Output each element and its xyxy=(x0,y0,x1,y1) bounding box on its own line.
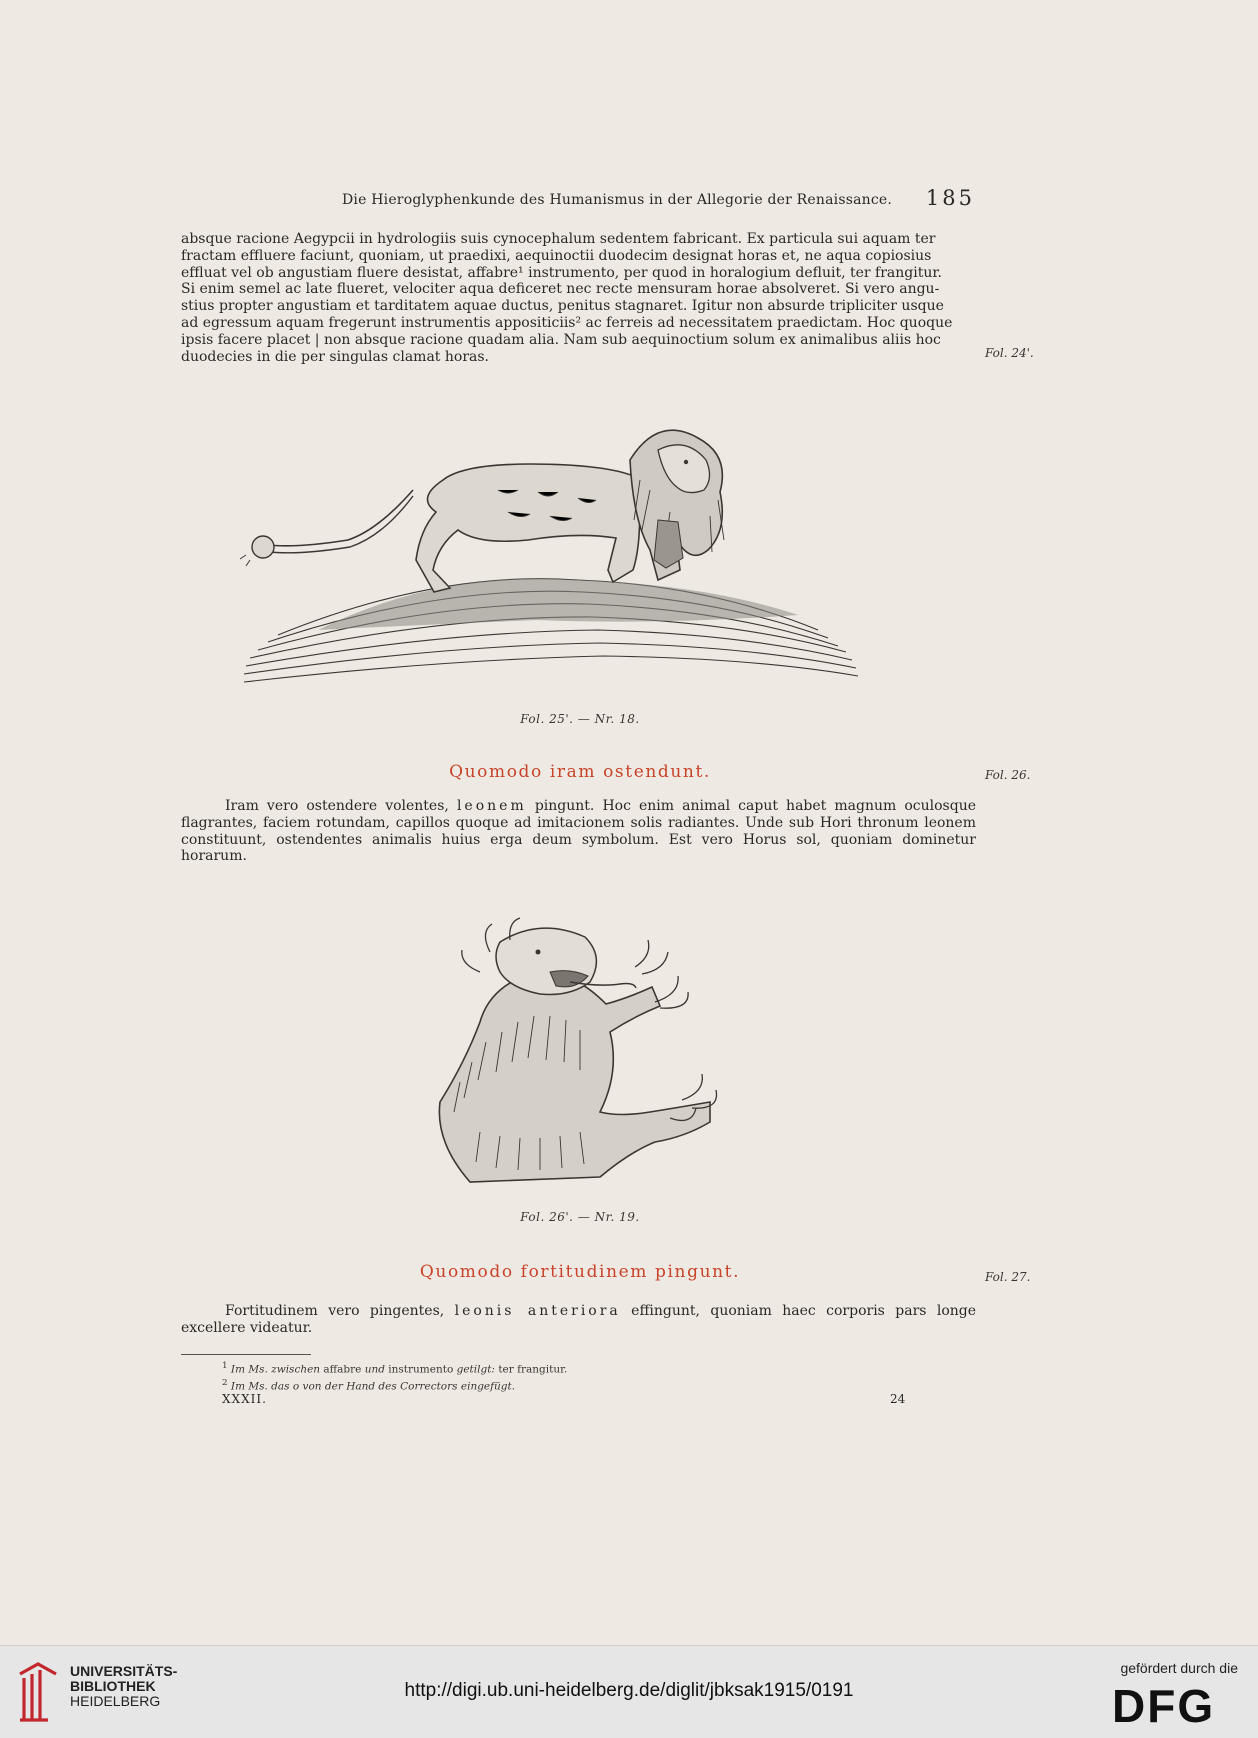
woodcut-walking-lion xyxy=(238,420,908,690)
section-heading-fortitudinem: Quomodo fortitudinem pingunt. xyxy=(419,1262,741,1282)
footnote-rule xyxy=(181,1354,311,1355)
permalink-url[interactable]: http://digi.ub.uni-heidelberg.de/diglit/jbksak1915/0191 xyxy=(404,1680,854,1701)
svg-text:DFG: DFG xyxy=(1112,1682,1216,1726)
text-line: Si enim semel ac late flueret, velociter aqua deficeret nec recte mensuram horae absolveret. Si vero angu- xyxy=(181,281,940,298)
paragraph-fortitudinem xyxy=(181,1303,976,1337)
funding-label: gefördert durch die xyxy=(1120,1660,1238,1676)
figure-caption-2: Fol. 26'. — Nr. 19. xyxy=(520,1210,640,1224)
text-run: Fortitudinem vero pingentes, xyxy=(225,1303,455,1319)
figure-caption-1: Fol. 25'. — Nr. 18. xyxy=(520,712,640,726)
library-name: UNIVERSITÄTS- BIBLIOTHEK HEIDELBERG xyxy=(70,1663,178,1709)
text-line: ipsis facere placet | non absque racione quadam alia. Nam sub aequinoctium solum ex animalibus aliis hoc xyxy=(181,331,941,348)
footnote-2: $^2$ Im Ms. das o von der Hand des Correctors eingefügt. xyxy=(222,1377,516,1392)
footnote-1: $^1$ Im Ms. zwischen affabre und instrumento getilgt: ter frangitur. xyxy=(222,1361,568,1376)
section-heading-iram: Quomodo iram ostendunt. xyxy=(449,762,711,782)
page-number: 185 xyxy=(925,186,975,210)
printer-signature: XXXII. xyxy=(222,1392,267,1406)
text-line: absque racione Aegypcii in hydrologiis suis cynocephalum sedentem fabricant. Ex particula sui aquam ter xyxy=(181,231,936,247)
sheet-number: 24 xyxy=(890,1392,906,1406)
text-line: duodecies in die per singulas clamat horas. xyxy=(181,348,489,365)
paragraph-iram xyxy=(181,798,976,865)
viewer-footer xyxy=(0,1645,1258,1738)
paragraph-cynocephalus xyxy=(181,231,976,365)
text-run: pingunt. Hoc enim animal caput habet magnum oculosque flagrantes, faciem rotundam, capillos quoque ad imitacionem solis radiantes. Unde sub Hori thronum leonem constituunt, ostendentes animalis huius erga deum symbolum. Est vero Horus sol, quoniam dominetur horarum. xyxy=(181,798,977,865)
text-line: stius propter angustiam et tarditatem aquae ductus, penitus stagnaret. Igitur non absurde tripliciter usque xyxy=(181,298,944,315)
text-line: fractam effluere faciunt, quoniam, ut praedixi, aequinoctii duodecim designat horas et, ne aqua copiosius xyxy=(181,247,932,264)
footnotes xyxy=(222,1360,567,1393)
text-run: effingunt, quoniam haec corporis pars longe excellere videatur. xyxy=(181,1303,977,1336)
text-line: ad egressum aquam fregerunt instrumentis appositiciis² ac ferreis ad necessitatem praedictam. Hoc quoque xyxy=(181,314,953,331)
text-line: effluat vel ob angustiam fluere desistat, affabre¹ instrumento, per quod in horalogium defluit, ter frangitur. xyxy=(181,264,942,281)
running-title: Die Hieroglyphenkunde des Humanismus in der Allegorie der Renaissance. xyxy=(342,192,893,208)
margin-note-fol27: Fol. 27. xyxy=(985,1270,1031,1284)
page-header xyxy=(180,186,980,220)
dfg-logo-icon[interactable] xyxy=(1112,1682,1240,1726)
spaced-word: leonem xyxy=(456,798,527,814)
margin-note-fol24: Fol. 24'. xyxy=(985,346,1034,360)
woodcut-lion-forepart xyxy=(420,912,740,1187)
text-run: Iram vero ostendere volentes, xyxy=(225,798,457,814)
margin-note-fol26: Fol. 26. xyxy=(985,768,1031,782)
spaced-word: leonis anteriora xyxy=(454,1303,621,1319)
